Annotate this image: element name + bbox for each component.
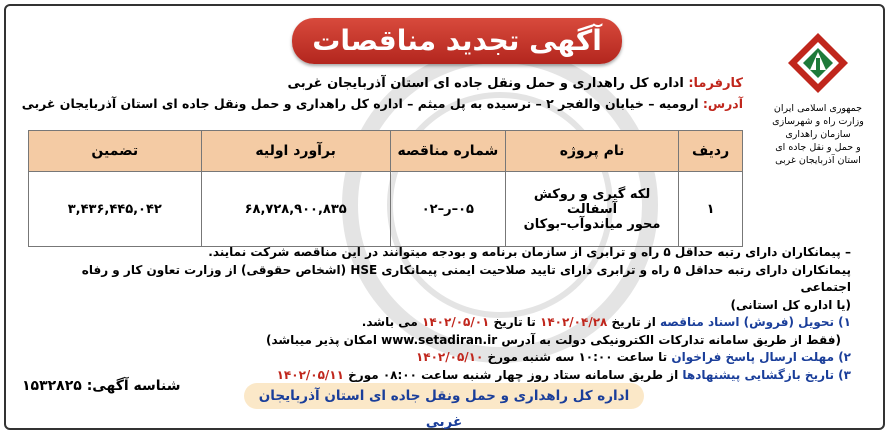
deadline-1-sub: (فقط از طریق سامانه تدارکات الکترونیکی دولت به آدرس www.setadiran.ir امکان پذیر میباشد) xyxy=(265,332,841,347)
employer-line xyxy=(288,76,743,91)
road-organization-logo-icon xyxy=(785,30,851,96)
deadline-3-label: ۳) تاریخ بازگشایی پیشنهادها xyxy=(682,367,851,382)
deadline-1-from: از تاریخ xyxy=(607,315,660,329)
deadline-1-date-from: ۱۴۰۲/۰۴/۲۸ xyxy=(540,315,608,329)
address-line xyxy=(22,96,743,111)
header-tender-number: شماره مناقصه xyxy=(390,131,505,172)
ad-number: شناسه آگهی: ۱۵۳۲۸۲۵ xyxy=(22,378,181,394)
cell-estimate: ۶۸,۷۲۸,۹۰۰,۸۳۵ xyxy=(201,172,390,247)
table-header-row xyxy=(29,131,743,172)
cell-tender-number: ۰۵–ر–۰۲ xyxy=(390,172,505,247)
header-row-number: ردیف xyxy=(679,131,743,172)
header-guarantee: تضمین xyxy=(29,131,202,172)
deadline-1-label: ۱) تحویل (فروش) اسناد مناقصه xyxy=(660,315,851,329)
cell-row-number: ۱ xyxy=(679,172,743,247)
header-estimate: برآورد اولیه xyxy=(201,131,390,172)
project-line: لکه گیری و روکش آسفالت xyxy=(533,186,651,217)
deadline-1-to: تا تاریخ xyxy=(489,315,540,329)
cell-project xyxy=(505,172,678,247)
org-logo-block xyxy=(759,30,877,167)
employer-value: اداره کل راهداری و حمل ونقل جاده ای استان آذربایجان غربی xyxy=(287,76,689,91)
footer-banner: اداره کل راهداری و حمل ونقل جاده ای استان آذربایجان غربی xyxy=(244,383,644,409)
deadline-3-text: از طریق سامانه ستاد روز چهار شنبه ساعت ۰۸:۰۰ مورخ xyxy=(343,367,683,382)
deadline-1-date-to: ۱۴۰۲/۰۵/۰۱ xyxy=(422,315,490,329)
deadline-3-date: ۱۴۰۲/۰۵/۱۱ xyxy=(276,367,344,382)
org-line: جمهوری اسلامی ایران xyxy=(773,103,863,114)
deadline-2-date: ۱۴۰۲/۰۵/۱۰ xyxy=(415,350,484,364)
header-project: نام پروژه xyxy=(505,131,678,172)
deadline-2-label: ۲) مهلت ارسال پاسخ فراخوان xyxy=(671,350,851,364)
deadline-2-text: تا ساعت ۱۰:۰۰ سه شنبه مورخ xyxy=(483,350,672,364)
deadline-1-end: می باشد. xyxy=(361,315,423,329)
deadline-1 xyxy=(36,314,851,332)
deadline-2 xyxy=(36,349,851,367)
note-line: (یا اداره کل استانی) xyxy=(730,297,851,312)
table-row xyxy=(29,172,743,247)
ad-title: آگهی تجدید مناقصات xyxy=(292,18,622,64)
address-value: ارومیه – خیابان والفجر ۲ – نرسیده به پل میثم – اداره کل راهداری و حمل ونقل جاده ای استان آذربایجان غربی xyxy=(21,96,703,111)
address-label: آدرس: xyxy=(702,96,743,111)
notes-block xyxy=(36,244,851,384)
org-line: استان آذربایجان غربی xyxy=(775,155,861,166)
org-line: و حمل و نقل جاده ای xyxy=(775,142,861,153)
org-line: سازمان راهداری xyxy=(785,129,851,140)
tender-table xyxy=(28,130,743,247)
cell-guarantee: ۳,۴۳۶,۴۴۵,۰۴۲ xyxy=(29,172,202,247)
note-line: – پیمانکاران دارای رتبه حداقل ۵ راه و ترابری از سازمان برنامه و بودجه میتوانند در این مناقصه شرکت نمایند. xyxy=(208,245,851,259)
employer-label: کارفرما: xyxy=(688,76,743,91)
org-line: وزارت راه و شهرسازی xyxy=(772,116,864,127)
project-line: محور میاندوآب–بوکان xyxy=(523,216,661,232)
note-line: پیمانکاران دارای رتبه حداقل ۵ راه و ترابری دارای تایید صلاحیت ایمنی پیمانکاری HSE (اشخاص حقوقی) از وزارت تعاون کار و رفاه اجتماعی xyxy=(81,262,851,294)
